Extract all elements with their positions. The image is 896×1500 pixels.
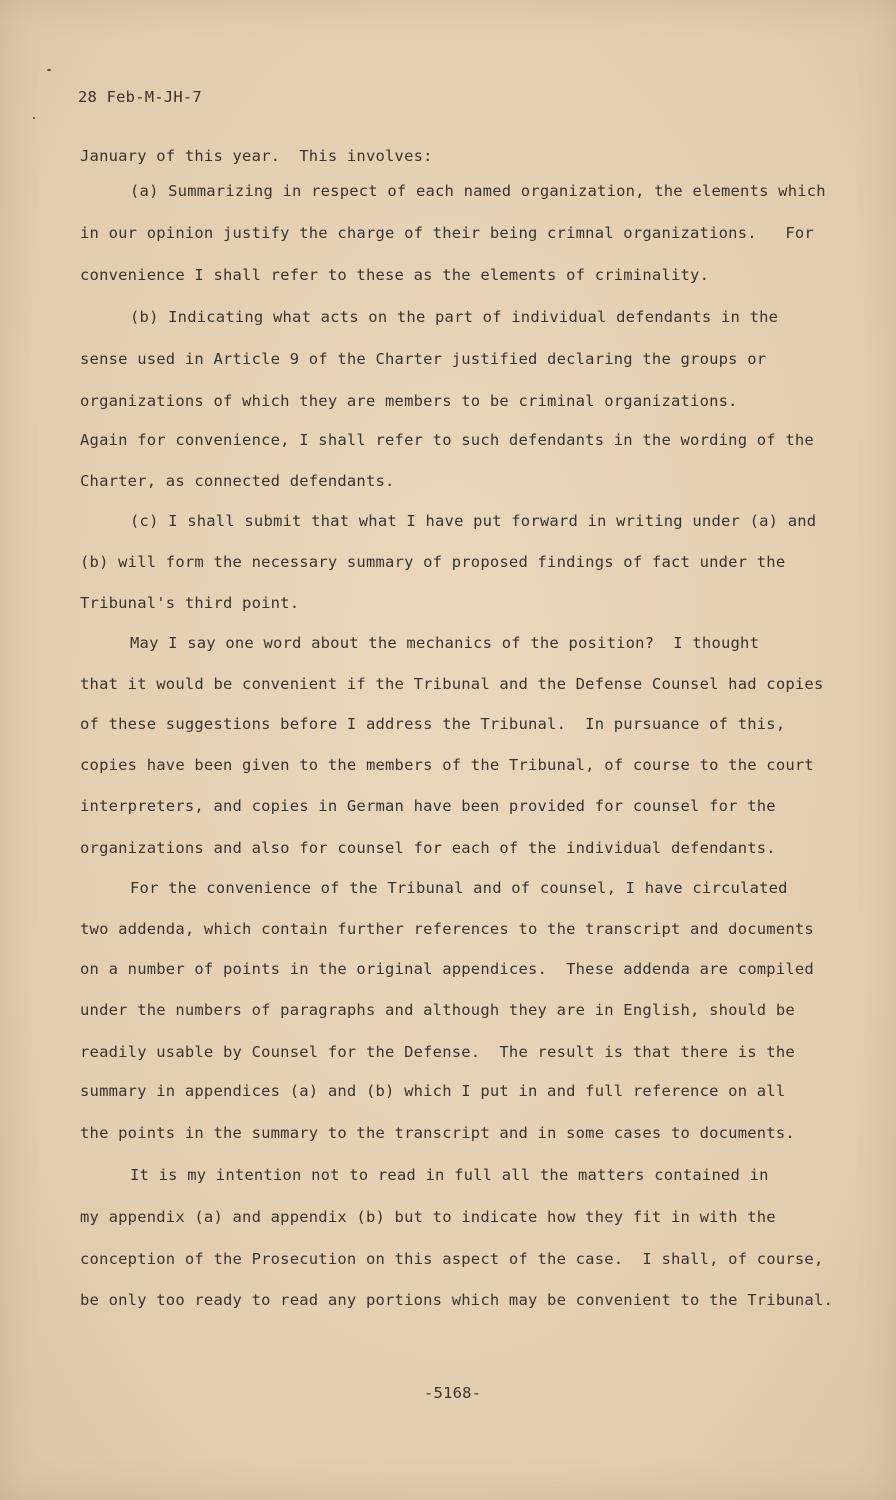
text-line: my appendix (a) and appendix (b) but to indicate how they fit in with the bbox=[80, 1208, 776, 1226]
text-line: interpreters, and copies in German have been provided for counsel for the bbox=[80, 797, 776, 815]
text-line: conception of the Prosecution on this aspect of the case. I shall, of course, bbox=[80, 1250, 824, 1268]
text-line: Again for convenience, I shall refer to such defendants in the wording of the bbox=[80, 431, 814, 449]
text-line: in our opinion justify the charge of their being crimnal organizations. For bbox=[80, 224, 814, 242]
page-number: -5168- bbox=[424, 1384, 482, 1402]
text-line: Tribunal's third point. bbox=[80, 594, 300, 612]
text-line: (b) Indicating what acts on the part of individual defendants in the bbox=[130, 308, 779, 326]
text-line: summary in appendices (a) and (b) which I put in and full reference on all bbox=[80, 1082, 786, 1100]
ink-speck bbox=[33, 117, 35, 119]
text-line: sense used in Article 9 of the Charter justified declaring the groups or bbox=[80, 350, 767, 368]
text-line: May I say one word about the mechanics of the position? I thought bbox=[130, 634, 760, 652]
text-line: on a number of points in the original appendices. These addenda are compiled bbox=[80, 960, 814, 978]
text-line: under the numbers of paragraphs and although they are in English, should be bbox=[80, 1001, 795, 1019]
text-line: two addenda, which contain further references to the transcript and documents bbox=[80, 920, 814, 938]
text-line: of these suggestions before I address the Tribunal. In pursuance of this, bbox=[80, 715, 786, 733]
text-line: (a) Summarizing in respect of each named organization, the elements which bbox=[130, 182, 826, 200]
text-line: (c) I shall submit that what I have put forward in writing under (a) and bbox=[130, 512, 817, 530]
text-line: convenience I shall refer to these as the elements of criminality. bbox=[80, 266, 710, 284]
text-line: readily usable by Counsel for the Defense. The result is that there is the bbox=[80, 1043, 795, 1061]
text-line: For the convenience of the Tribunal and of counsel, I have circulated bbox=[130, 879, 788, 897]
text-line: January of this year. This involves: bbox=[80, 147, 433, 165]
document-header: 28 Feb-M-JH-7 bbox=[78, 88, 202, 106]
text-line: Charter, as connected defendants. bbox=[80, 472, 395, 490]
text-line: organizations of which they are members to be criminal organizations. bbox=[80, 392, 738, 410]
text-line: (b) will form the necessary summary of proposed findings of fact under the bbox=[80, 553, 786, 571]
text-line: the points in the summary to the transcript and in some cases to documents. bbox=[80, 1124, 795, 1142]
text-line: that it would be convenient if the Tribunal and the Defense Counsel had copies bbox=[80, 675, 824, 693]
ink-speck bbox=[47, 69, 51, 71]
text-line: It is my intention not to read in full all the matters contained in bbox=[130, 1166, 769, 1184]
text-line: copies have been given to the members of the Tribunal, of course to the court bbox=[80, 756, 814, 774]
text-line: be only too ready to read any portions which may be convenient to the Tribunal. bbox=[80, 1291, 834, 1309]
text-line: organizations and also for counsel for each of the individual defendants. bbox=[80, 839, 776, 857]
